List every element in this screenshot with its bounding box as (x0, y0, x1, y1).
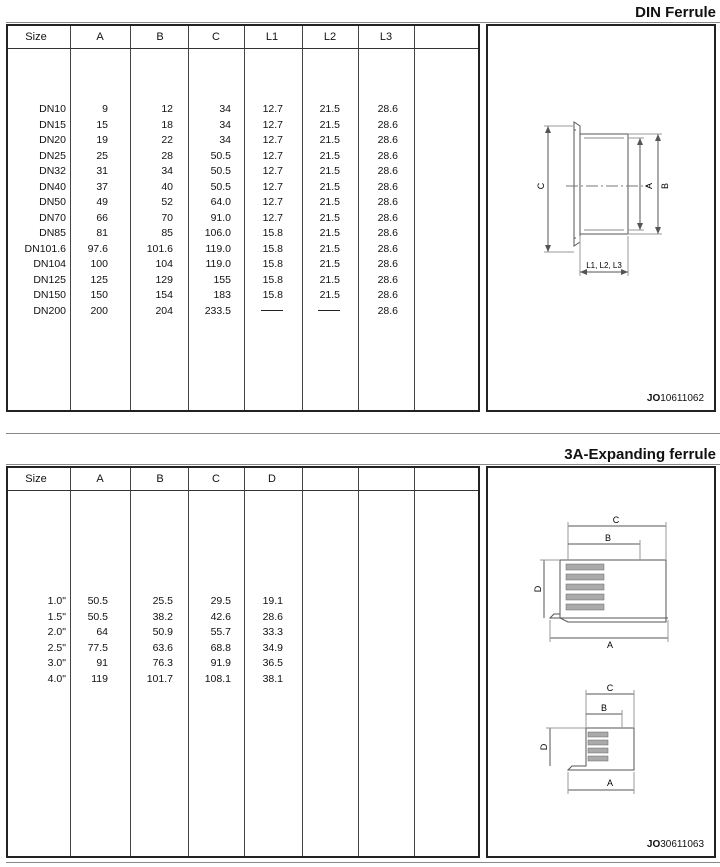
din-ferrule-drawing (488, 26, 714, 410)
exp-dim-a-label: A (606, 640, 614, 650)
table-cell: 21.5 (319, 211, 340, 224)
expanding-ferrule-drawing (488, 468, 714, 856)
table-row-size: 2.0" (47, 626, 66, 638)
table-cell: 37 (96, 180, 108, 193)
table-cell: 50.5 (210, 180, 231, 193)
table-cell: 63.6 (152, 641, 173, 654)
table-cell: 104 (155, 258, 173, 270)
small-ferrule-figure (539, 683, 634, 794)
table-cell (280, 304, 340, 320)
table-cell: 66 (96, 211, 108, 224)
table-cell: 34 (161, 165, 173, 177)
table-cell: 68.8 (210, 641, 231, 654)
header-size: Size (25, 31, 47, 43)
table-cell: 28.6 (377, 258, 398, 270)
table-cell: 81 (96, 227, 108, 239)
table-cell: 108.1 (204, 672, 231, 685)
exp-dim-d-label: D (533, 585, 543, 593)
table-cell: 50.5 (87, 610, 108, 623)
table-row-size: DN10 (39, 103, 66, 115)
table-cell: 77.5 (87, 641, 108, 654)
table-cell: 64 (96, 626, 108, 638)
table-cell: 31 (96, 165, 108, 177)
table-cell: 22 (161, 134, 173, 146)
table-cell: 40 (161, 180, 173, 193)
header-d: D (268, 473, 276, 485)
table-row-size: 1.0" (47, 595, 66, 607)
table-cell: 36.5 (262, 657, 283, 669)
empty-value-dash (318, 310, 340, 311)
header-a: A (96, 31, 104, 43)
table-cell: 19 (96, 134, 108, 146)
table-cell: 21.5 (319, 289, 340, 301)
header-l3: L3 (379, 31, 393, 43)
header-c: C (212, 31, 220, 43)
section-divider (6, 433, 720, 434)
header-divider (8, 48, 478, 49)
header-b: B (156, 31, 164, 43)
table-cell: 21.5 (319, 180, 340, 193)
exp-dim-c-label: C (612, 515, 620, 525)
table-cell: 97.6 (87, 242, 108, 255)
table-cell: 21.5 (319, 242, 340, 255)
table-cell: 28.6 (377, 149, 398, 162)
column-divider (414, 26, 415, 410)
table-cell: 125 (90, 273, 108, 286)
expanding-drawing-code: JO30611063 (646, 839, 704, 850)
table-row-size: 2.5" (47, 641, 66, 654)
table-row-size: 3.0" (47, 657, 66, 669)
table-cell: 21.5 (319, 165, 340, 177)
din-title-rule (6, 22, 720, 23)
header-l2: L2 (323, 31, 337, 43)
table-cell: 15.8 (262, 242, 283, 255)
large-ferrule-figure (533, 515, 668, 650)
table-cell: 28.6 (377, 304, 398, 317)
table-cell: 28.6 (377, 103, 398, 115)
table-cell: 12.7 (262, 180, 283, 193)
table-cell: 42.6 (210, 610, 231, 623)
table-cell: 12.7 (262, 196, 283, 208)
table-cell: 28.6 (377, 196, 398, 208)
table-cell: 21.5 (319, 273, 340, 286)
table-cell: 12.7 (262, 149, 283, 162)
table-cell: 9 (102, 103, 108, 115)
table-cell: 70 (161, 211, 173, 224)
table-cell: 25.5 (152, 595, 173, 607)
table-cell: 34.9 (262, 641, 283, 654)
table-cell: 34 (219, 118, 231, 131)
table-cell: 21.5 (319, 118, 340, 131)
table-row-size: DN150 (33, 289, 66, 301)
table-cell: 15.8 (262, 258, 283, 270)
dim-c-label: C (536, 182, 546, 190)
table-cell: 12.7 (262, 211, 283, 224)
table-row-size: DN200 (33, 304, 66, 317)
table-cell: 28.6 (377, 165, 398, 177)
din-ferrule-title: DIN Ferrule (635, 4, 716, 21)
header-divider (8, 490, 478, 491)
table-cell: 38.1 (262, 672, 283, 685)
table-cell: 101.6 (146, 242, 173, 255)
column-divider (302, 468, 303, 856)
table-cell: 85 (161, 227, 173, 239)
table-cell: 28.6 (377, 242, 398, 255)
table-cell: 12.7 (262, 103, 283, 115)
table-row-size: DN50 (39, 196, 66, 208)
table-row-size: DN20 (39, 134, 66, 146)
table-cell: 91 (96, 657, 108, 669)
exp-small-dim-a-label: A (606, 778, 614, 788)
table-cell: 28.6 (377, 180, 398, 193)
table-cell: 129 (155, 273, 173, 286)
table-cell: 100 (90, 258, 108, 270)
table-cell: 12.7 (262, 134, 283, 146)
column-divider (358, 468, 359, 856)
table-row-size: DN101.6 (24, 242, 66, 255)
din-ferrule-drawing-panel (486, 24, 716, 412)
table-cell: 25 (96, 149, 108, 162)
table-row-size: DN85 (39, 227, 66, 239)
table-cell: 21.5 (319, 227, 340, 239)
header-a: A (96, 473, 104, 485)
header-b: B (156, 473, 164, 485)
exp-small-dim-c-label: C (606, 683, 614, 693)
table-cell: 76.3 (152, 657, 173, 669)
table-cell: 34 (219, 134, 231, 146)
table-row-size: DN32 (39, 165, 66, 177)
table-cell: 49 (96, 196, 108, 208)
table-cell: 91.0 (210, 211, 231, 224)
table-cell: 52 (161, 196, 173, 208)
table-cell: 19.1 (262, 595, 283, 607)
table-row-size: 4.0" (47, 672, 66, 685)
table-cell: 21.5 (319, 149, 340, 162)
table-row-size: DN25 (39, 149, 66, 162)
table-cell: 15.8 (262, 289, 283, 301)
dim-b-label: B (660, 182, 670, 190)
table-cell: 15.8 (262, 227, 283, 239)
table-cell: 12.7 (262, 165, 283, 177)
expanding-title-rule (6, 464, 720, 465)
table-row-size: DN40 (39, 180, 66, 193)
table-cell: 119.0 (205, 258, 231, 270)
table-cell: 15 (96, 118, 108, 131)
expanding-ferrule-title: 3A-Expanding ferrule (564, 446, 716, 463)
table-cell: 21.5 (319, 196, 340, 208)
table-cell: 21.5 (319, 103, 340, 115)
table-cell: 28.6 (377, 273, 398, 286)
bottom-rule (6, 862, 720, 863)
table-cell: 18 (161, 118, 173, 131)
din-drawing-code: JO10611062 (646, 393, 704, 404)
table-cell: 183 (213, 289, 231, 301)
dim-a-label: A (644, 182, 654, 190)
table-cell: 200 (90, 304, 108, 317)
exp-small-dim-b-label: B (600, 703, 608, 713)
exp-dim-b-label: B (604, 533, 612, 543)
dim-l-label: L1, L2, L3 (586, 261, 622, 270)
din-spec-table (6, 24, 480, 412)
table-cell: 38.2 (152, 610, 173, 623)
table-cell: 50.5 (210, 149, 231, 162)
exp-small-dim-d-label: D (539, 743, 549, 751)
table-cell: 29.5 (210, 595, 231, 607)
table-cell: 28.6 (377, 227, 398, 239)
table-cell: 15.8 (262, 273, 283, 286)
table-cell: 28.6 (377, 118, 398, 131)
table-cell: 12 (161, 103, 173, 115)
table-cell: 64.0 (210, 196, 231, 208)
table-cell: 155 (213, 273, 231, 286)
table-row-size: DN15 (39, 118, 66, 131)
table-cell: 34 (219, 103, 231, 115)
table-cell: 33.3 (262, 626, 283, 638)
table-row-size: 1.5" (47, 610, 66, 623)
table-cell: 21.5 (319, 134, 340, 146)
table-cell: 21.5 (319, 258, 340, 270)
expanding-spec-table (6, 466, 480, 858)
table-cell: 28.6 (377, 211, 398, 224)
expanding-ferrule-drawing-panel (486, 466, 716, 858)
table-cell: 28.6 (377, 134, 398, 146)
table-cell: 50.5 (210, 165, 231, 177)
table-cell: 119.0 (205, 242, 231, 255)
column-divider (414, 468, 415, 856)
header-size: Size (25, 473, 47, 485)
header-c: C (212, 473, 220, 485)
table-cell: 28.6 (377, 289, 398, 301)
table-cell: 28.6 (262, 610, 283, 623)
table-row-size: DN125 (33, 273, 66, 286)
table-cell: 106.0 (204, 227, 231, 239)
table-cell: 154 (155, 289, 173, 301)
header-l1: L1 (265, 31, 279, 43)
table-cell: 12.7 (262, 118, 283, 131)
table-cell: 91.9 (210, 657, 231, 669)
table-cell: 233.5 (204, 304, 231, 317)
table-cell (223, 304, 283, 320)
table-cell: 55.7 (210, 626, 231, 638)
table-cell: 150 (90, 289, 108, 301)
table-cell: 101.7 (146, 672, 173, 685)
table-cell: 28 (161, 149, 173, 162)
table-cell: 204 (155, 304, 173, 317)
table-row-size: DN70 (39, 211, 66, 224)
table-cell: 50.9 (152, 626, 173, 638)
table-cell: 119 (91, 672, 108, 685)
table-row-size: DN104 (33, 258, 66, 270)
table-cell: 50.5 (87, 595, 108, 607)
